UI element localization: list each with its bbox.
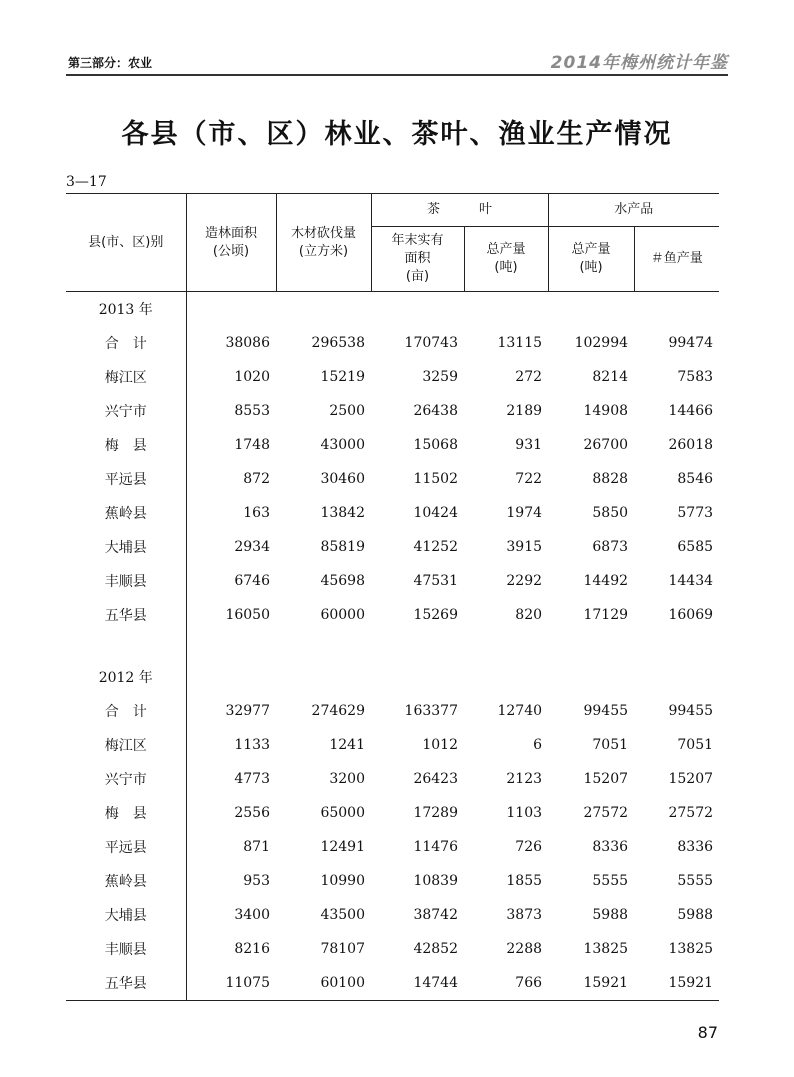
value-cell: 7051 (677, 737, 714, 753)
page-title: 各县（市、区）林业、茶叶、渔业生产情况 (121, 119, 673, 150)
value-cell: 99474 (668, 335, 714, 351)
value-cell: 4773 (186, 762, 276, 796)
value-cell: 47531 (413, 573, 458, 589)
value-cell: 163 (186, 496, 276, 530)
value-cell: 726 (515, 839, 543, 855)
value-cell: 8336 (677, 839, 714, 855)
value-cell: 7051 (592, 737, 629, 753)
value-cell: 16069 (668, 607, 714, 623)
value-cell: 26423 (413, 771, 458, 787)
value-cell: 14434 (668, 573, 714, 589)
table-row (66, 728, 719, 762)
value-cell: 38742 (413, 907, 458, 923)
table-row (66, 694, 719, 728)
value-cell: 15219 (320, 369, 365, 385)
year-row (66, 660, 719, 694)
table-row (66, 830, 719, 864)
value-cell: 5555 (677, 873, 714, 889)
region-name: 梅 县 (104, 438, 147, 454)
value-cell: 15921 (548, 966, 634, 1001)
region-name: 梅江区 (104, 738, 147, 754)
fish-output-header: ＃鱼产量 (634, 227, 719, 292)
value-cell: 274629 (311, 703, 365, 719)
value-cell: 3259 (422, 369, 458, 385)
value-cell: 15921 (634, 966, 719, 1001)
value-cell: 10424 (413, 505, 458, 521)
region-name: 兴宁市 (104, 404, 147, 420)
value-cell: 272 (515, 369, 543, 385)
table-row (66, 898, 719, 932)
running-header (66, 48, 728, 76)
table-row (66, 530, 719, 564)
value-cell: 5555 (592, 873, 629, 889)
value-cell: 12491 (320, 839, 365, 855)
value-cell: 14466 (668, 403, 714, 419)
region-name: 兴宁市 (104, 772, 147, 788)
table-row (66, 326, 719, 360)
value-cell: 102994 (574, 335, 629, 351)
value-cell: 931 (515, 437, 543, 453)
value-cell: 1855 (506, 873, 543, 889)
table-row (66, 564, 719, 598)
table-body (66, 292, 719, 1001)
value-cell: 11476 (413, 839, 458, 855)
tea-output-header: 总产量 (吨) (464, 227, 548, 292)
table-row (66, 360, 719, 394)
value-cell: 60000 (320, 607, 365, 623)
value-cell: 1241 (329, 737, 365, 753)
region-name: 蕉岭县 (104, 874, 147, 890)
value-cell: 32977 (186, 694, 276, 728)
region-name: 五华县 (104, 608, 147, 624)
table-row (66, 932, 719, 966)
value-cell: 99455 (668, 703, 714, 719)
value-cell: 1748 (186, 428, 276, 462)
value-cell: 6 (533, 737, 543, 753)
year-label: 2012 年 (98, 670, 153, 686)
value-cell: 2292 (506, 573, 543, 589)
value-cell: 5850 (592, 505, 629, 521)
value-cell: 26438 (413, 403, 458, 419)
table-row (66, 598, 719, 632)
value-cell: 15269 (413, 607, 458, 623)
value-cell: 5988 (592, 907, 629, 923)
value-cell: 17129 (583, 607, 629, 623)
value-cell: 953 (186, 864, 276, 898)
region-name: 五华县 (66, 966, 186, 1001)
region-name: 丰顺县 (104, 574, 147, 590)
table-row (66, 394, 719, 428)
value-cell: 85819 (320, 539, 365, 555)
value-cell: 17289 (413, 805, 458, 821)
value-cell: 13825 (668, 941, 714, 957)
value-cell: 2556 (186, 796, 276, 830)
value-cell: 871 (186, 830, 276, 864)
page-number: 87 (697, 1023, 718, 1042)
value-cell: 38086 (186, 326, 276, 360)
region-header: 县(市、区)别 (66, 194, 186, 292)
value-cell: 6873 (592, 539, 629, 555)
value-cell: 78107 (320, 941, 365, 957)
value-cell: 7583 (677, 369, 714, 385)
value-cell: 10990 (320, 873, 365, 889)
value-cell: 13842 (320, 505, 365, 521)
value-cell: 14908 (583, 403, 629, 419)
value-cell: 14492 (583, 573, 629, 589)
section-label: 第三部分：农业 (68, 56, 153, 70)
value-cell: 8214 (592, 369, 629, 385)
value-cell: 16050 (186, 598, 276, 632)
value-cell: 15068 (413, 437, 458, 453)
value-cell: 60100 (276, 966, 371, 1001)
timber-header: 木材砍伐量 (立方米) (276, 194, 371, 292)
value-cell: 11502 (413, 471, 458, 487)
table-row (66, 864, 719, 898)
value-cell: 722 (515, 471, 543, 487)
value-cell: 3400 (186, 898, 276, 932)
value-cell: 27572 (583, 805, 629, 821)
region-name: 合 计 (104, 336, 147, 352)
value-cell: 170743 (404, 335, 458, 351)
value-cell: 8336 (592, 839, 629, 855)
value-cell: 6585 (677, 539, 714, 555)
value-cell: 45698 (320, 573, 365, 589)
value-cell: 10839 (413, 873, 458, 889)
value-cell: 13825 (583, 941, 629, 957)
value-cell: 42852 (413, 941, 458, 957)
value-cell: 27572 (668, 805, 714, 821)
value-cell: 3873 (506, 907, 543, 923)
value-cell: 43000 (320, 437, 365, 453)
value-cell: 1020 (186, 360, 276, 394)
region-name: 平远县 (104, 472, 147, 488)
value-cell: 8546 (677, 471, 714, 487)
value-cell: 26700 (583, 437, 629, 453)
value-cell: 296538 (311, 335, 365, 351)
value-cell: 6746 (186, 564, 276, 598)
value-cell: 15207 (668, 771, 714, 787)
value-cell: 2123 (506, 771, 543, 787)
region-name: 合 计 (104, 704, 147, 720)
table-row (66, 796, 719, 830)
region-name: 蕉岭县 (104, 506, 147, 522)
table-row (66, 496, 719, 530)
table-number: 3—17 (66, 174, 107, 190)
year-row (66, 292, 719, 327)
region-name: 梅 县 (104, 806, 147, 822)
value-cell: 8216 (186, 932, 276, 966)
value-cell: 2288 (506, 941, 543, 957)
value-cell: 1103 (506, 805, 543, 821)
value-cell: 8828 (592, 471, 629, 487)
value-cell: 30460 (320, 471, 365, 487)
value-cell: 13115 (497, 335, 543, 351)
table-row (66, 428, 719, 462)
value-cell: 3915 (506, 539, 543, 555)
region-name: 平远县 (104, 840, 147, 856)
value-cell: 163377 (404, 703, 458, 719)
tea-area-header: 年末实有 面积 (亩) (371, 227, 464, 292)
statistics-table (66, 193, 719, 1001)
region-name: 梅江区 (104, 370, 147, 386)
value-cell: 820 (515, 607, 543, 623)
value-cell: 2189 (506, 403, 543, 419)
region-name: 丰顺县 (104, 942, 147, 958)
afforestation-header: 造林面积 (公顷) (186, 194, 276, 292)
value-cell: 26018 (668, 437, 714, 453)
value-cell: 99455 (583, 703, 629, 719)
value-cell: 12740 (497, 703, 543, 719)
table-row (66, 762, 719, 796)
value-cell: 2934 (186, 530, 276, 564)
table-row (66, 462, 719, 496)
value-cell: 8553 (186, 394, 276, 428)
value-cell: 41252 (413, 539, 458, 555)
table-row (66, 966, 719, 1001)
yearbook-title: 2014年梅州统计年鉴 (550, 53, 728, 73)
value-cell: 1974 (506, 505, 543, 521)
tea-group-header: 茶 叶 (371, 194, 548, 227)
spacer-row (66, 632, 719, 660)
value-cell: 43500 (320, 907, 365, 923)
value-cell: 14744 (371, 966, 464, 1001)
region-name: 大埔县 (104, 540, 147, 556)
aquatic-output-header: 总产量 (吨) (548, 227, 634, 292)
value-cell: 15207 (583, 771, 629, 787)
region-name: 大埔县 (104, 908, 147, 924)
year-label: 2013 年 (98, 302, 153, 318)
value-cell: 3200 (329, 771, 365, 787)
value-cell: 11075 (186, 966, 276, 1001)
value-cell: 1133 (186, 728, 276, 762)
value-cell: 5988 (677, 907, 714, 923)
value-cell: 872 (186, 462, 276, 496)
aquatic-group-header: 水产品 (548, 194, 719, 227)
value-cell: 65000 (320, 805, 365, 821)
value-cell: 1012 (422, 737, 458, 753)
value-cell: 766 (464, 966, 548, 1001)
value-cell: 2500 (329, 403, 365, 419)
value-cell: 5773 (677, 505, 714, 521)
